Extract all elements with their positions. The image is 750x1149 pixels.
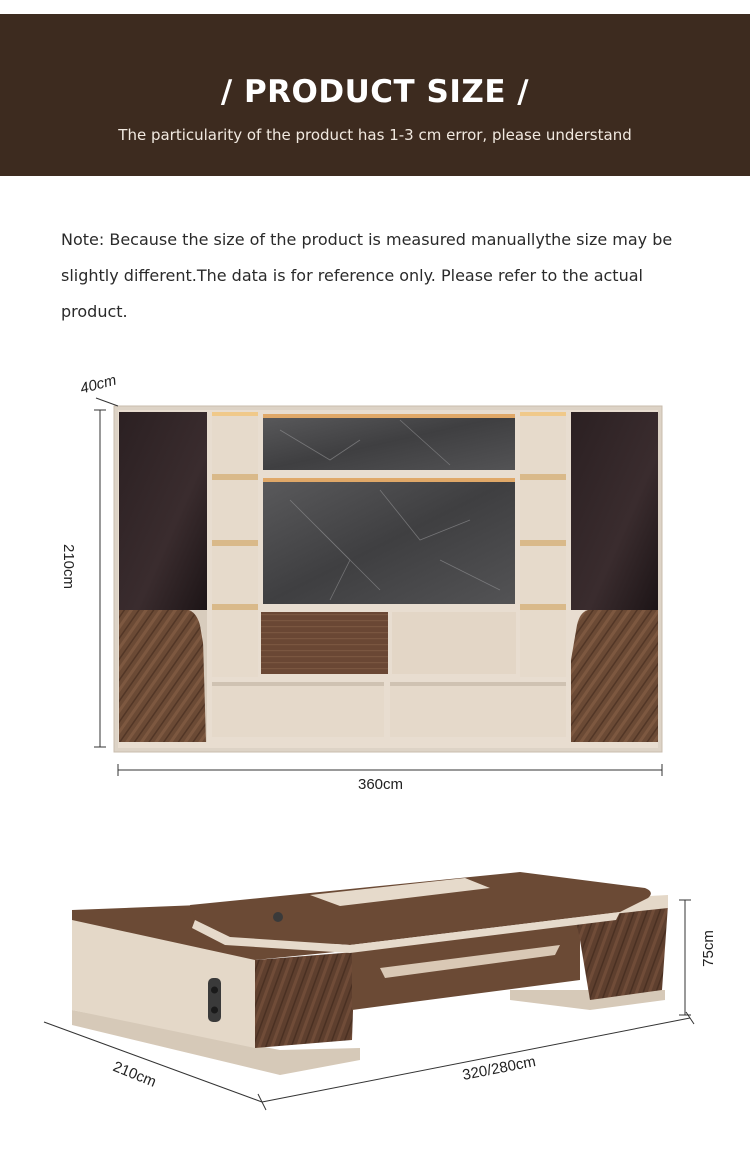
desk-left-wood-front xyxy=(255,952,355,1048)
page-subtitle: The particularity of the product has 1-3 cm error, please understand xyxy=(118,126,632,144)
desk-right-base xyxy=(510,990,665,1010)
desk-cable-grommet xyxy=(273,912,283,922)
cabinet-width-label: 360cm xyxy=(358,776,404,793)
cabinet-depth-label: 40cm xyxy=(78,371,119,398)
page-title: / PRODUCT SIZE / xyxy=(220,74,530,110)
desk-width-label: 320/280cm xyxy=(461,1053,538,1084)
desk-height-label: 75cm xyxy=(699,930,717,967)
desk-depth-label: 210cm xyxy=(110,1058,159,1091)
measurement-note: Note: Because the size of the product is measured manuallythe size may be slightly different.The data is for reference only. Please refer to the actual product. xyxy=(61,230,673,321)
cabinet-height-label: 210cm xyxy=(60,543,78,590)
desk-power-socket xyxy=(208,978,221,1022)
